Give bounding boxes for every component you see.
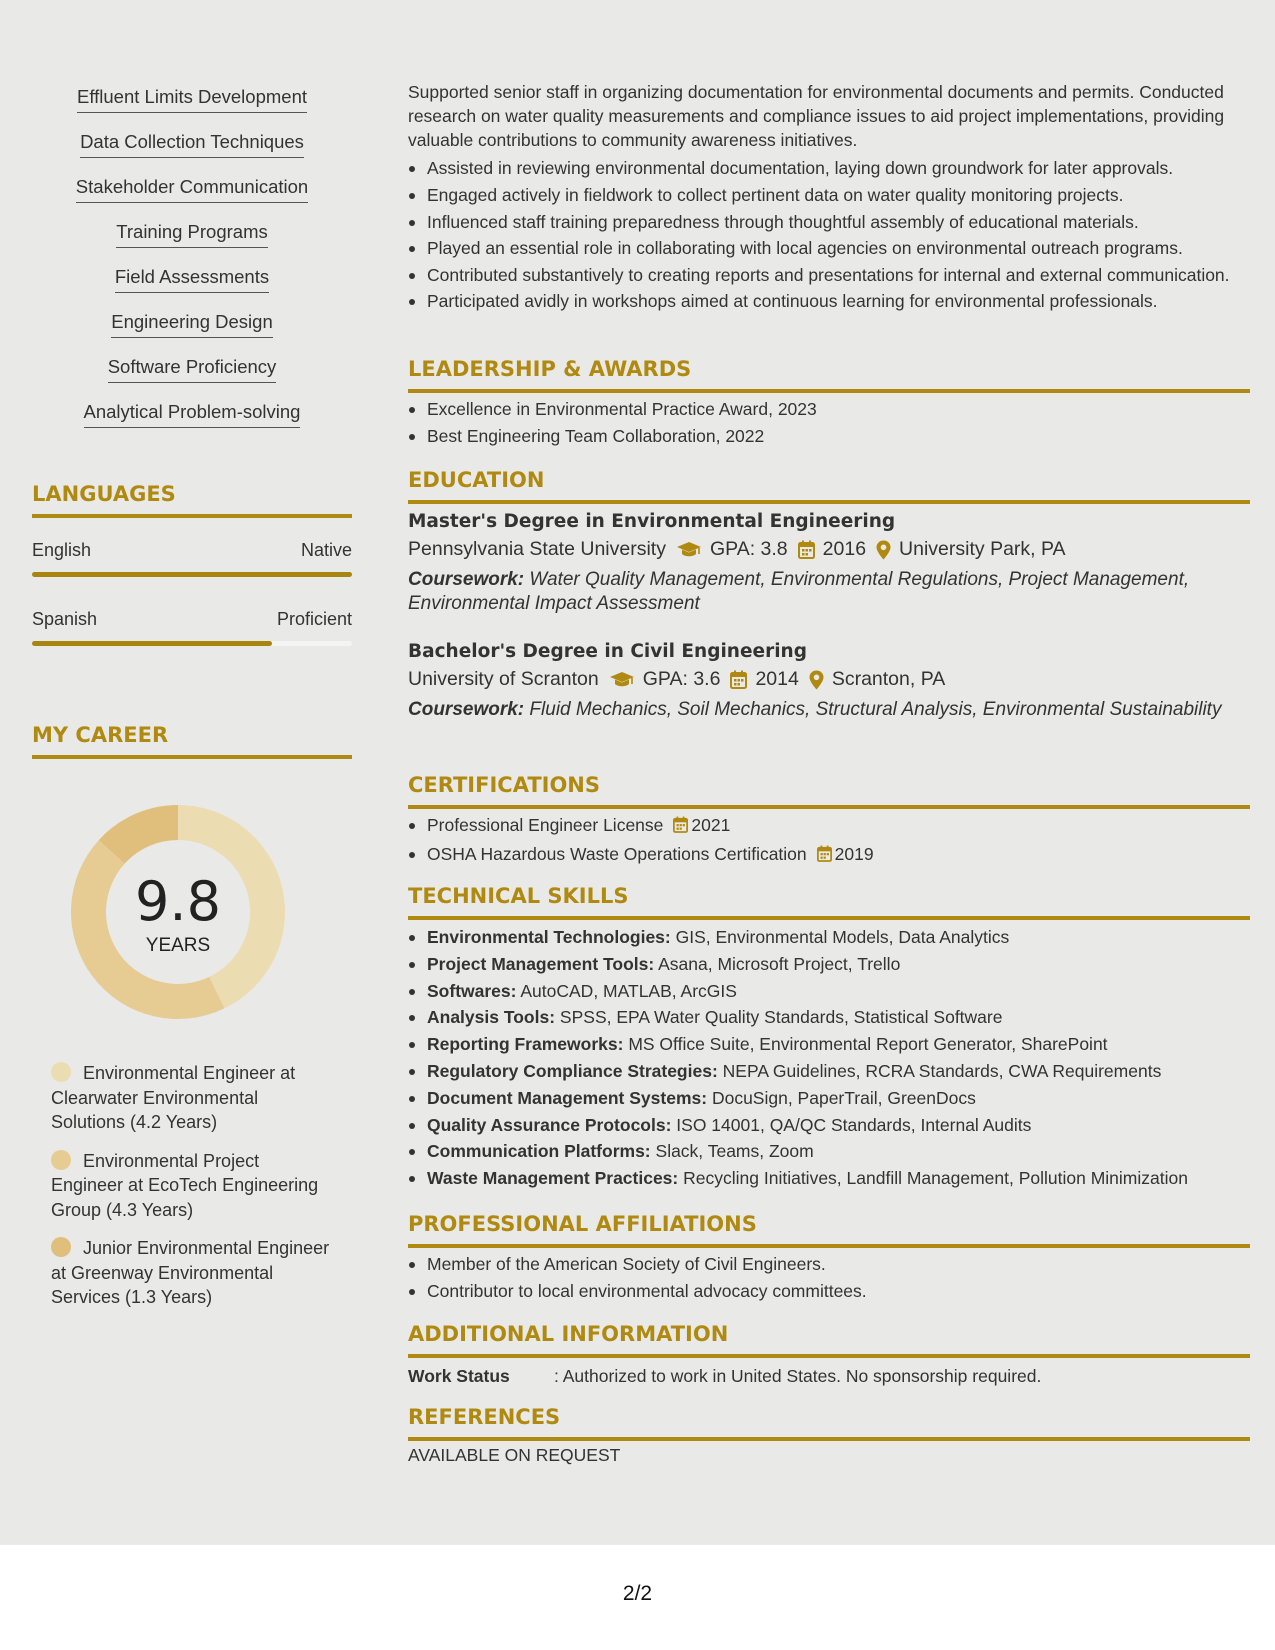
technical-skills-list (408, 924, 1250, 1192)
experience-bullet: Assisted in reviewing environmental documentation, laying down groundwork for later approvals. (408, 155, 1250, 182)
graduation-cap-icon (676, 541, 702, 559)
technical-skill-label: Communication Platforms: (427, 1141, 651, 1162)
coursework-text: Fluid Mechanics, Soil Mechanics, Structural Analysis, Environmental Sustainability (529, 699, 1222, 720)
education-item (408, 641, 1250, 722)
technical-skill-label: Analysis Tools: (427, 1007, 556, 1028)
career-item-text: Environmental Engineer at Clearwater Environmental Solutions (4.2 Years) (51, 1063, 296, 1132)
skill-label: Software Proficiency (108, 356, 277, 383)
work-status-label: Work Status (408, 1366, 510, 1386)
language-english (32, 540, 352, 577)
skill-label: Stakeholder Communication (76, 176, 308, 203)
education-meta (408, 668, 1250, 691)
certification-year: 2019 (834, 843, 874, 864)
language-bar-fill (32, 572, 352, 577)
coursework-text: Water Quality Management, Environmental Regulations, Project Management, Environmental Impact Assessment (408, 569, 1190, 614)
leadership-title: LEADERSHIP & AWARDS (408, 357, 1250, 393)
technical-skill-value: SPSS, EPA Water Quality Standards, Statistical Software (559, 1007, 1003, 1028)
calendar-icon (673, 814, 688, 841)
technical-skill-label: Regulatory Compliance Strategies: (427, 1060, 718, 1081)
coursework-label: Coursework: (408, 699, 525, 720)
technical-skill-label: Waste Management Practices: (427, 1168, 679, 1189)
language-bar (32, 641, 352, 646)
references-text: AVAILABLE ON REQUEST (408, 1445, 621, 1465)
language-level: Proficient (276, 609, 352, 629)
career-item-text: Junior Environmental Engineer at Greenway Environmental Services (1.3 Years) (51, 1238, 330, 1307)
technical-skill-value: Asana, Microsoft Project, Trello (658, 953, 901, 974)
technical-skill-item (408, 1112, 1250, 1139)
experience-bullet: Engaged actively in fieldwork to collect pertinent data on water quality monitoring projects. (408, 182, 1250, 209)
skills-list (32, 86, 352, 446)
degree-title: Bachelor's Degree in Civil Engineering (408, 641, 807, 662)
graduation-year: 2016 (822, 538, 867, 560)
skill-label: Field Assessments (115, 266, 269, 293)
skill-label: Analytical Problem-solving (84, 401, 301, 428)
career-item-text: Environmental Project Engineer at EcoTech Engineering Group (4.3 Years) (51, 1150, 319, 1220)
certification-name: Professional Engineer License (427, 815, 664, 835)
coursework (408, 568, 1250, 616)
technical-skill-label: Environmental Technologies: (427, 927, 671, 947)
language-spanish (32, 609, 352, 646)
certification-item (408, 841, 1250, 870)
skill-label: Training Programs (116, 221, 267, 248)
skill-label: Engineering Design (111, 311, 272, 338)
technical-skill-value: ISO 14001, QA/QC Standards, Internal Audits (676, 1114, 1032, 1135)
technical-skills-title: TECHNICAL SKILLS (408, 884, 1250, 920)
education-title: EDUCATION (408, 468, 1250, 504)
education-meta (408, 538, 1250, 561)
experience-block (408, 80, 1250, 315)
technical-skill-item (408, 1058, 1250, 1085)
technical-skill-value: DocuSign, PaperTrail, GreenDocs (711, 1087, 976, 1108)
work-status-value: : Authorized to work in United States. No sponsorship required. (554, 1366, 1042, 1386)
career-years-label: YEARS (145, 935, 211, 956)
language-bar-fill (32, 641, 272, 646)
technical-skill-item (408, 1004, 1250, 1031)
technical-skill-item (408, 1138, 1250, 1165)
page-number: 2/2 (622, 1582, 653, 1605)
career-item (51, 1061, 331, 1135)
certification-item (408, 812, 1250, 841)
degree-title: Master's Degree in Environmental Engineering (408, 511, 896, 532)
technical-skill-item (408, 978, 1250, 1005)
experience-bullet: Played an essential role in collaborating with local agencies on environmental outreach programs. (408, 235, 1250, 262)
career-item (51, 1149, 331, 1223)
gpa: GPA: 3.8 (709, 538, 788, 560)
experience-summary: Supported senior staff in organizing documentation for environmental documents and permits. Conducted research on water quality measurements and compliance issues to aid project implementations, providing valuable contributions to community awareness initiatives. (408, 82, 1225, 150)
school-location: University Park, PA (899, 538, 1066, 560)
technical-skill-item (408, 924, 1250, 951)
technical-skill-label: Reporting Frameworks: (427, 1034, 624, 1055)
coursework-label: Coursework: (408, 569, 525, 590)
skill-item (32, 86, 352, 131)
skill-item (32, 131, 352, 176)
skill-item (32, 176, 352, 221)
technical-skill-value: AutoCAD, MATLAB, ArcGIS (520, 980, 737, 1001)
skill-label: Data Collection Techniques (80, 131, 304, 158)
career-total-years: 9.8 (135, 870, 221, 933)
language-name: English (32, 540, 92, 560)
experience-bullet: Participated avidly in workshops aimed at continuous learning for environmental professionals. (408, 288, 1250, 315)
language-name: Spanish (32, 609, 98, 629)
calendar-icon (798, 540, 815, 559)
technical-skill-item (408, 951, 1250, 978)
technical-skill-label: Document Management Systems: (427, 1087, 708, 1108)
coursework (408, 698, 1250, 722)
technical-skill-value: GIS, Environmental Models, Data Analytics (675, 927, 1010, 947)
technical-skill-value: NEPA Guidelines, RCRA Standards, CWA Requirements (722, 1060, 1162, 1081)
skill-item (32, 356, 352, 401)
legend-dot (51, 1150, 71, 1170)
location-pin-icon (809, 670, 824, 690)
skill-item (32, 221, 352, 266)
certifications-title: CERTIFICATIONS (408, 773, 1250, 809)
career-legend (51, 1061, 331, 1324)
graduation-cap-icon (609, 671, 635, 689)
references-title: REFERENCES (408, 1405, 1250, 1441)
education-item (408, 511, 1250, 616)
certification-name: OSHA Hazardous Waste Operations Certification (427, 843, 807, 864)
technical-skill-item (408, 1165, 1250, 1192)
languages-title: LANGUAGES (32, 482, 352, 518)
graduation-year: 2014 (755, 668, 799, 690)
gpa: GPA: 3.6 (642, 668, 721, 690)
experience-bullet: Influenced staff training preparedness through thoughtful assembly of educational materials. (408, 209, 1250, 236)
career-title: MY CAREER (32, 723, 352, 759)
technical-skill-label: Quality Assurance Protocols: (427, 1114, 672, 1135)
school-name: Pennsylvania State University (408, 538, 666, 560)
skill-item (32, 266, 352, 311)
calendar-icon (817, 843, 832, 870)
technical-skill-value: Recycling Initiatives, Landfill Management, Pollution Minimization (683, 1168, 1188, 1189)
technical-skill-value: MS Office Suite, Environmental Report Generator, SharePoint (628, 1034, 1108, 1055)
affiliations-title: PROFESSIONAL AFFILIATIONS (408, 1212, 1250, 1248)
technical-skill-item (408, 1031, 1250, 1058)
technical-skill-value: Slack, Teams, Zoom (655, 1141, 814, 1162)
certification-year: 2021 (691, 815, 731, 835)
legend-dot (51, 1237, 71, 1257)
language-bar (32, 572, 352, 577)
school-location: Scranton, PA (831, 668, 946, 690)
leadership-list (408, 396, 1250, 450)
technical-skill-label: Project Management Tools: (427, 953, 655, 974)
affiliation-item: Contributor to local environmental advocacy committees. (408, 1278, 1250, 1305)
page-footer (0, 1545, 1275, 1650)
additional-info-title: ADDITIONAL INFORMATION (408, 1322, 1250, 1358)
technical-skill-label: Softwares: (427, 980, 517, 1001)
school-name: University of Scranton (408, 668, 599, 690)
skill-label: Effluent Limits Development (77, 86, 307, 113)
location-pin-icon (876, 540, 891, 560)
skill-item (32, 311, 352, 356)
experience-bullets (408, 155, 1250, 315)
career-item (51, 1236, 331, 1310)
affiliation-item: Member of the American Society of Civil Engineers. (408, 1251, 1250, 1278)
language-level: Native (300, 540, 352, 560)
calendar-icon (730, 670, 747, 689)
certifications-list (408, 812, 1250, 870)
work-status (408, 1366, 1041, 1387)
legend-dot (51, 1062, 71, 1082)
leadership-item: Excellence in Environmental Practice Award, 2023 (408, 396, 1250, 423)
skill-item (32, 401, 352, 446)
affiliations-list (408, 1251, 1250, 1305)
experience-bullet: Contributed substantively to creating reports and presentations for internal and external communication. (408, 262, 1250, 288)
leadership-item: Best Engineering Team Collaboration, 2022 (408, 423, 1250, 450)
technical-skill-item (408, 1085, 1250, 1112)
